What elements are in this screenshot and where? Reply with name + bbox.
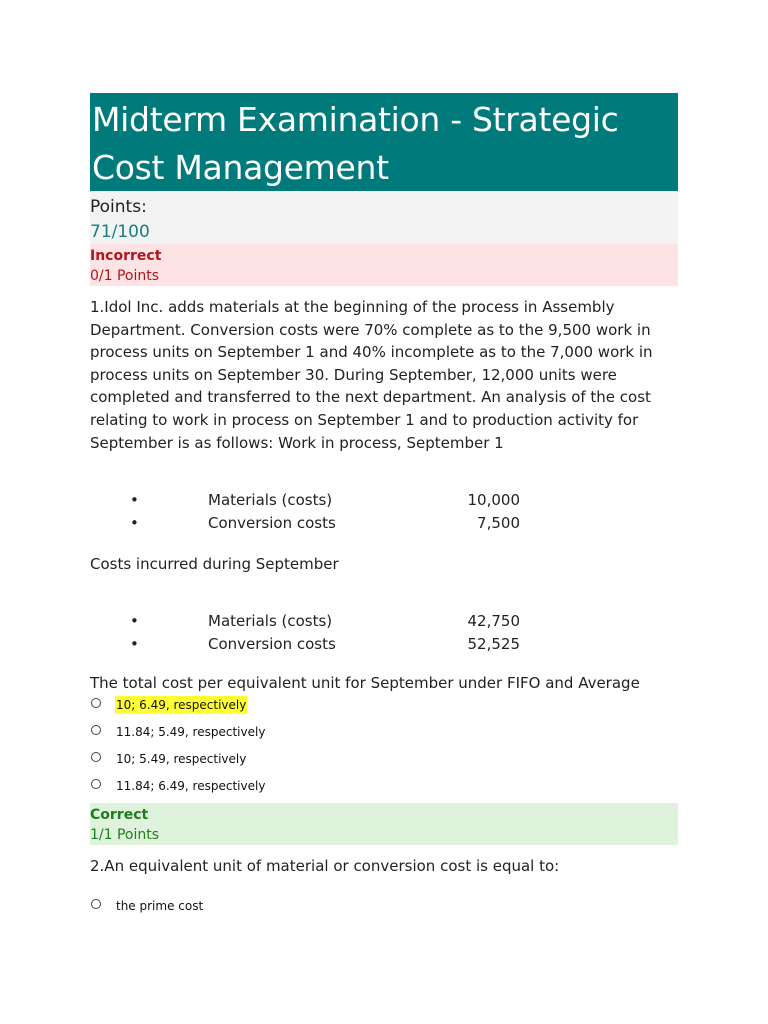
bullet-icon: • xyxy=(130,612,139,631)
list-item xyxy=(90,512,678,535)
q1-sept-list xyxy=(90,610,678,656)
option-label: the prime cost xyxy=(116,899,204,914)
q1-status-banner xyxy=(90,244,678,286)
bullet-icon: • xyxy=(130,491,139,510)
points-value: 71/100 xyxy=(90,222,150,242)
item-value: 7,500 xyxy=(477,514,520,533)
q1-options xyxy=(90,696,678,804)
points-label: Points: xyxy=(90,197,147,217)
q2-text: 2.An equivalent unit of material or conversion cost is equal to: xyxy=(90,857,560,876)
option-label: 11.84; 6.49, respectively xyxy=(116,779,266,794)
item-value: 42,750 xyxy=(467,612,520,631)
q1-points: 0/1 Points xyxy=(90,268,160,284)
item-value: 10,000 xyxy=(467,491,520,510)
item-value: 52,525 xyxy=(467,635,520,654)
q1-text: 1.Idol Inc. adds materials at the beginning of the process in Assembly Department. Conversion costs were 70% complete as to the 9,500 work in process units on September 1 and 40% incomplete as to the 7,000 work in process units on September 30. During September, 12,000 units were completed and transferred to the next department. An analysis of the cost relating to work in process on September 1 and to production activity for September is as follows: Work in process, September 1 xyxy=(90,298,653,452)
radio-button[interactable] xyxy=(91,899,101,909)
q2-options xyxy=(90,897,678,924)
answer-option[interactable] xyxy=(90,696,678,723)
radio-button[interactable] xyxy=(91,698,101,708)
item-label: Materials (costs) xyxy=(208,612,333,631)
q1-status: Incorrect xyxy=(90,248,162,264)
q2-status: Correct xyxy=(90,807,149,824)
radio-button[interactable] xyxy=(91,725,101,735)
radio-button[interactable] xyxy=(91,752,101,762)
q2-points: 1/1 Points xyxy=(90,827,160,844)
exam-title-line-2: Cost Management xyxy=(92,148,389,187)
list-item xyxy=(90,610,678,633)
item-label: Conversion costs xyxy=(208,514,336,533)
option-label: 10; 5.49, respectively xyxy=(116,752,247,767)
q1-wip-list xyxy=(90,489,678,535)
list-item xyxy=(90,489,678,512)
item-label: Materials (costs) xyxy=(208,491,333,510)
radio-button[interactable] xyxy=(91,779,101,789)
option-label: 11.84; 5.49, respectively xyxy=(116,725,266,740)
points-summary xyxy=(90,191,678,244)
exam-title-line-1: Midterm Examination - Strategic xyxy=(92,100,619,139)
q2-status-banner xyxy=(90,803,678,845)
bullet-icon: • xyxy=(130,514,139,533)
list-item xyxy=(90,633,678,656)
option-label: 10; 6.49, respectively xyxy=(116,698,247,713)
answer-option[interactable] xyxy=(90,750,678,777)
answer-option[interactable] xyxy=(90,897,678,924)
answer-option[interactable] xyxy=(90,723,678,750)
item-label: Conversion costs xyxy=(208,635,336,654)
bullet-icon: • xyxy=(130,635,139,654)
exam-page xyxy=(90,93,678,924)
q1-costs-heading: Costs incurred during September xyxy=(90,555,339,574)
answer-option[interactable] xyxy=(90,777,678,804)
exam-title-bar xyxy=(90,93,678,191)
q1-question: The total cost per equivalent unit for September under FIFO and Average xyxy=(90,674,640,693)
